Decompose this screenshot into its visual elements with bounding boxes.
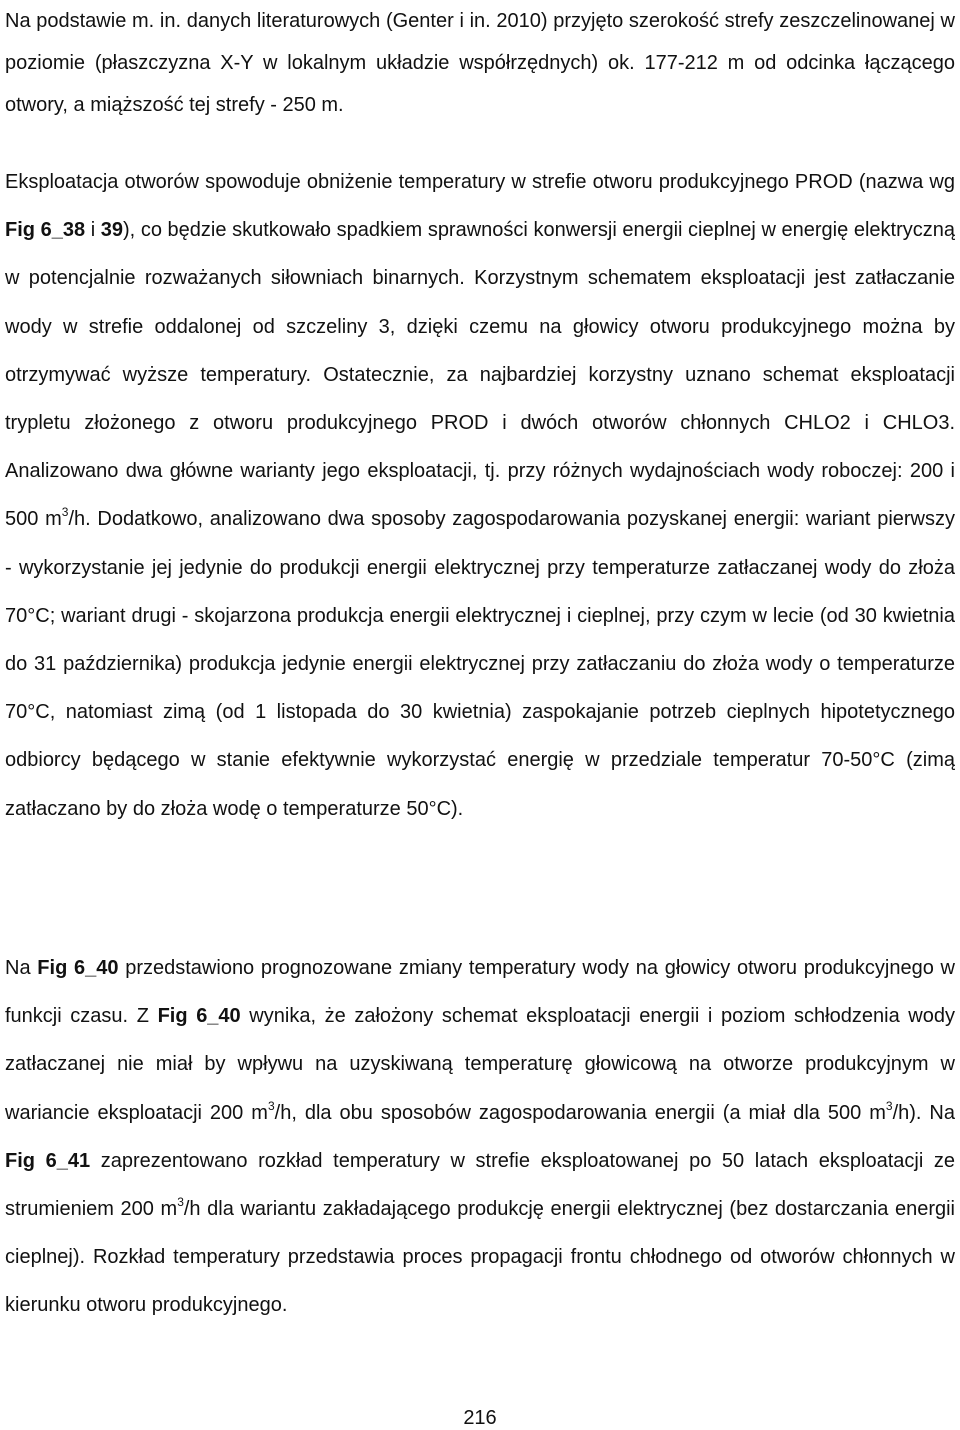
figure-reference: Fig 6_40 [37, 957, 119, 979]
paragraph-text: Na podstawie m. in. danych literaturowych (Genter i in. 2010) przyjęto szerokość strefy zeszczelinowanej w poziomie (płaszczyzna X-Y w lokalnym układzie współrzędnych) ok. 177-212 m od odcinka łączącego otwory, a miąższość tej strefy - 250 m. [5, 10, 955, 116]
figure-reference: Fig 6_38 [5, 219, 86, 242]
text-run: Eksploatacja otworów spowoduje obniżenie temperatury w strefie otworu produkcyjnego PROD (nazwa wg [5, 171, 955, 193]
figure-reference: Fig 6_40 [157, 1005, 241, 1028]
text-run: /h, dla obu sposobów zagospodarowania energii (a miał dla 500 m [274, 1101, 886, 1124]
text-run: ), co będzie skutkowało spadkiem sprawności konwersji energii cieplnej w energię elektryczną w potencjalnie rozważanych siłowniach binarnych. Korzystnym schematem eksploatacji jest zatłaczanie wody w strefie oddalonej od szczeliny 3, dzięki czemu na głowicy otworu produkcyjnego można by otrzymywać wyższe temperatury. Ostatecznie, za najbardziej korzystny uznano schemat eksploatacji trypletu złożonego z otworu produkcyjnego PROD i dwóch otworów chłonnych CHLO2 i CHLO3. Analizowano dwa główne warianty jego eksploatacji, tj. przy różnych wydajnościach wody roboczej: 200 i 500 m [5, 219, 955, 531]
text-run: Na [5, 957, 38, 979]
text-run: /h dla wariantu zakładającego produkcję energii elektrycznej (bez dostarczania energii cieplnej). Rozkład temperatury przedstawia proces propagacji frontu chłodnego od otworów chłonnych w kierunku otworu produkcyjnego. [5, 1198, 955, 1317]
paragraph-fracture-zone [5, 0, 955, 126]
superscript: 3 [61, 505, 69, 520]
paragraph-exploitation [5, 158, 955, 833]
text-run: /h. Dodatkowo, analizowano dwa sposoby zagospodarowania pozyskanej energii: wariant pierwszy - wykorzystanie jej jedynie do produkcji energii elektrycznej przy temperaturze zatłaczanej wody do złoża 70°C; wariant drugi - skojarzona produkcja energii elektrycznej i cieplnej, przy czym w lecie (od 30 kwietnia do 31 października) produkcja jedynie energii elektrycznej przy zatłaczaniu do złoża wody o temperaturze 70°C, natomiast zimą (od 1 listopada do 30 kwietnia) zaspokajanie potrzeb cieplnych hipotetycznego odbiorcy będącego w stanie efektywnie wykorzystać energię w przedziale temperatur 70-50°C (zimą zatłaczano by do złoża wodę o temperaturze 50°C). [5, 508, 955, 820]
text-run: i [85, 219, 101, 242]
text-run: /h). Na [892, 1101, 956, 1124]
page-number: 216 [463, 1407, 497, 1429]
paragraph-forecast [5, 944, 955, 1330]
superscript: 3 [177, 1195, 184, 1210]
text-run: wynika, że założony schemat eksploatacji energii i poziom schłodzenia wody zatłaczanej nie miał by wpływu na uzyskiwaną temperaturę głowicową na otworze produkcyjnym w wariancie eksploatacji 200 m [5, 1005, 955, 1124]
text-run: przedstawiono prognozowane zmiany temperatury wody na głowicy otworu produkcyjnego w funkcji czasu. Z [5, 957, 956, 1028]
figure-reference: 39 [100, 219, 123, 242]
superscript: 3 [885, 1098, 893, 1113]
superscript: 3 [267, 1098, 275, 1113]
figure-reference: Fig 6_41 [5, 1149, 91, 1172]
text-run: zaprezentowano rozkład temperatury w strefie eksploatowanej po 50 latach eksploatacji ze strumieniem 200 m [5, 1149, 955, 1221]
